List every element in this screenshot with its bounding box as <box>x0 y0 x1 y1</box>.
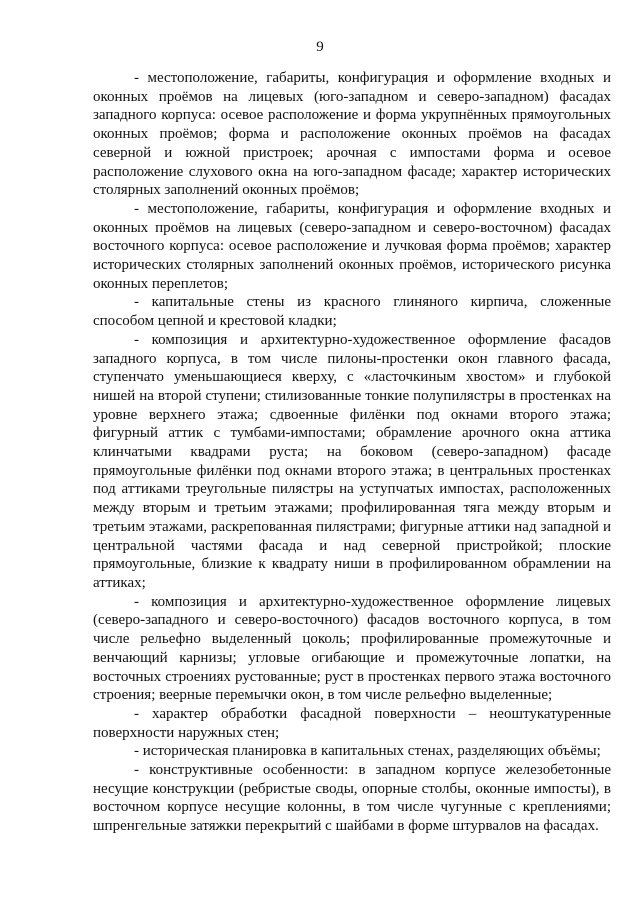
paragraph-5: - композиция и архитектурно-художественное оформление лицевых (северо-западного и северо-восточного) фасадов восточного корпуса, в том числе рельефно выделенный цоколь; профилированные промежуточные и венчающий карнизы; угловые огибающие и промежуточные лопатки, на восточных строениях рустованные; руст в простенках первого этажа восточного строения; веерные перемычки окон, в том числе рельефно выделенные; <box>93 593 611 704</box>
page-number: 9 <box>316 39 324 55</box>
paragraph-4: - композиция и архитектурно-художественное оформление фасадов западного корпуса, в том числе пилоны-простенки окон главного фасада, ступенчато уменьшающиеся кверху, с «ласточкиным хвостом» и глубокой нишей на второй ступени; стилизованные тонкие полупилястры в простенках на уровне верхнего этажа; сдвоенные филёнки под окнами второго этажа; фигурный аттик с тумбами-импостами; обрамление арочного окна аттика клинчатыми квадрами руста; на боковом (северо-западном) фасаде прямоугольные филёнки под окнами второго этажа; в центральных простенках под аттиками треугольные пилястры на уступчатых импостах, расположенных между вторым и третьим этажами; профилированная тяга между вторым и третьим этажами, раскрепованная пилястрами; фигурные аттики над западной и центральной частями фасада и над северной пристройкой; плоские прямоугольные, близкие к квадрату ниши в профилированном обрамлении на аттиках; <box>93 331 611 591</box>
body-text <box>93 69 611 836</box>
paragraph-7: - историческая планировка в капитальных стенах, разделяющих объёмы; <box>134 743 601 760</box>
paragraph-3: - капитальные стены из красного глиняного кирпича, сложенные способом цепной и крестовой кладки; <box>93 294 611 330</box>
paragraph-8: - конструктивные особенности: в западном корпусе железобетонные несущие конструкции (ребристые своды, опорные столбы, оконные импосты), в восточном корпусе несущие колонны, в том числе чугунные с креплениями; шпренгельные затяжки перекрытий с шайбами в форме штурвалов на фасадах. <box>93 762 611 835</box>
paragraph-6: - характер обработки фасадной поверхности – неоштукатуренные поверхности наружных стен; <box>93 705 611 741</box>
paragraph-1: - местоположение, габариты, конфигурация и оформление входных и оконных проёмов на лицевых (юго-западном и северо-западном) фасадах западного корпуса: осевое расположение и форма укрупнённых прямоугольных оконных проёмов; форма и расположение оконных проёмов на фасадах северной и южной пристроек; арочная с импостами форма и осевое расположение слухового окна на юго-западном фасаде; характер исторических столярных заполнений оконных проёмов; <box>93 70 611 199</box>
paragraph-2: - местоположение, габариты, конфигурация и оформление входных и оконных проёмов на лицевых (северо-западном и северо-восточном) фасадах восточного корпуса: осевое расположение и лучковая форма проёмов; характер исторических столярных заполнений оконных проёмов, исторического рисунка оконных переплетов; <box>93 200 611 292</box>
